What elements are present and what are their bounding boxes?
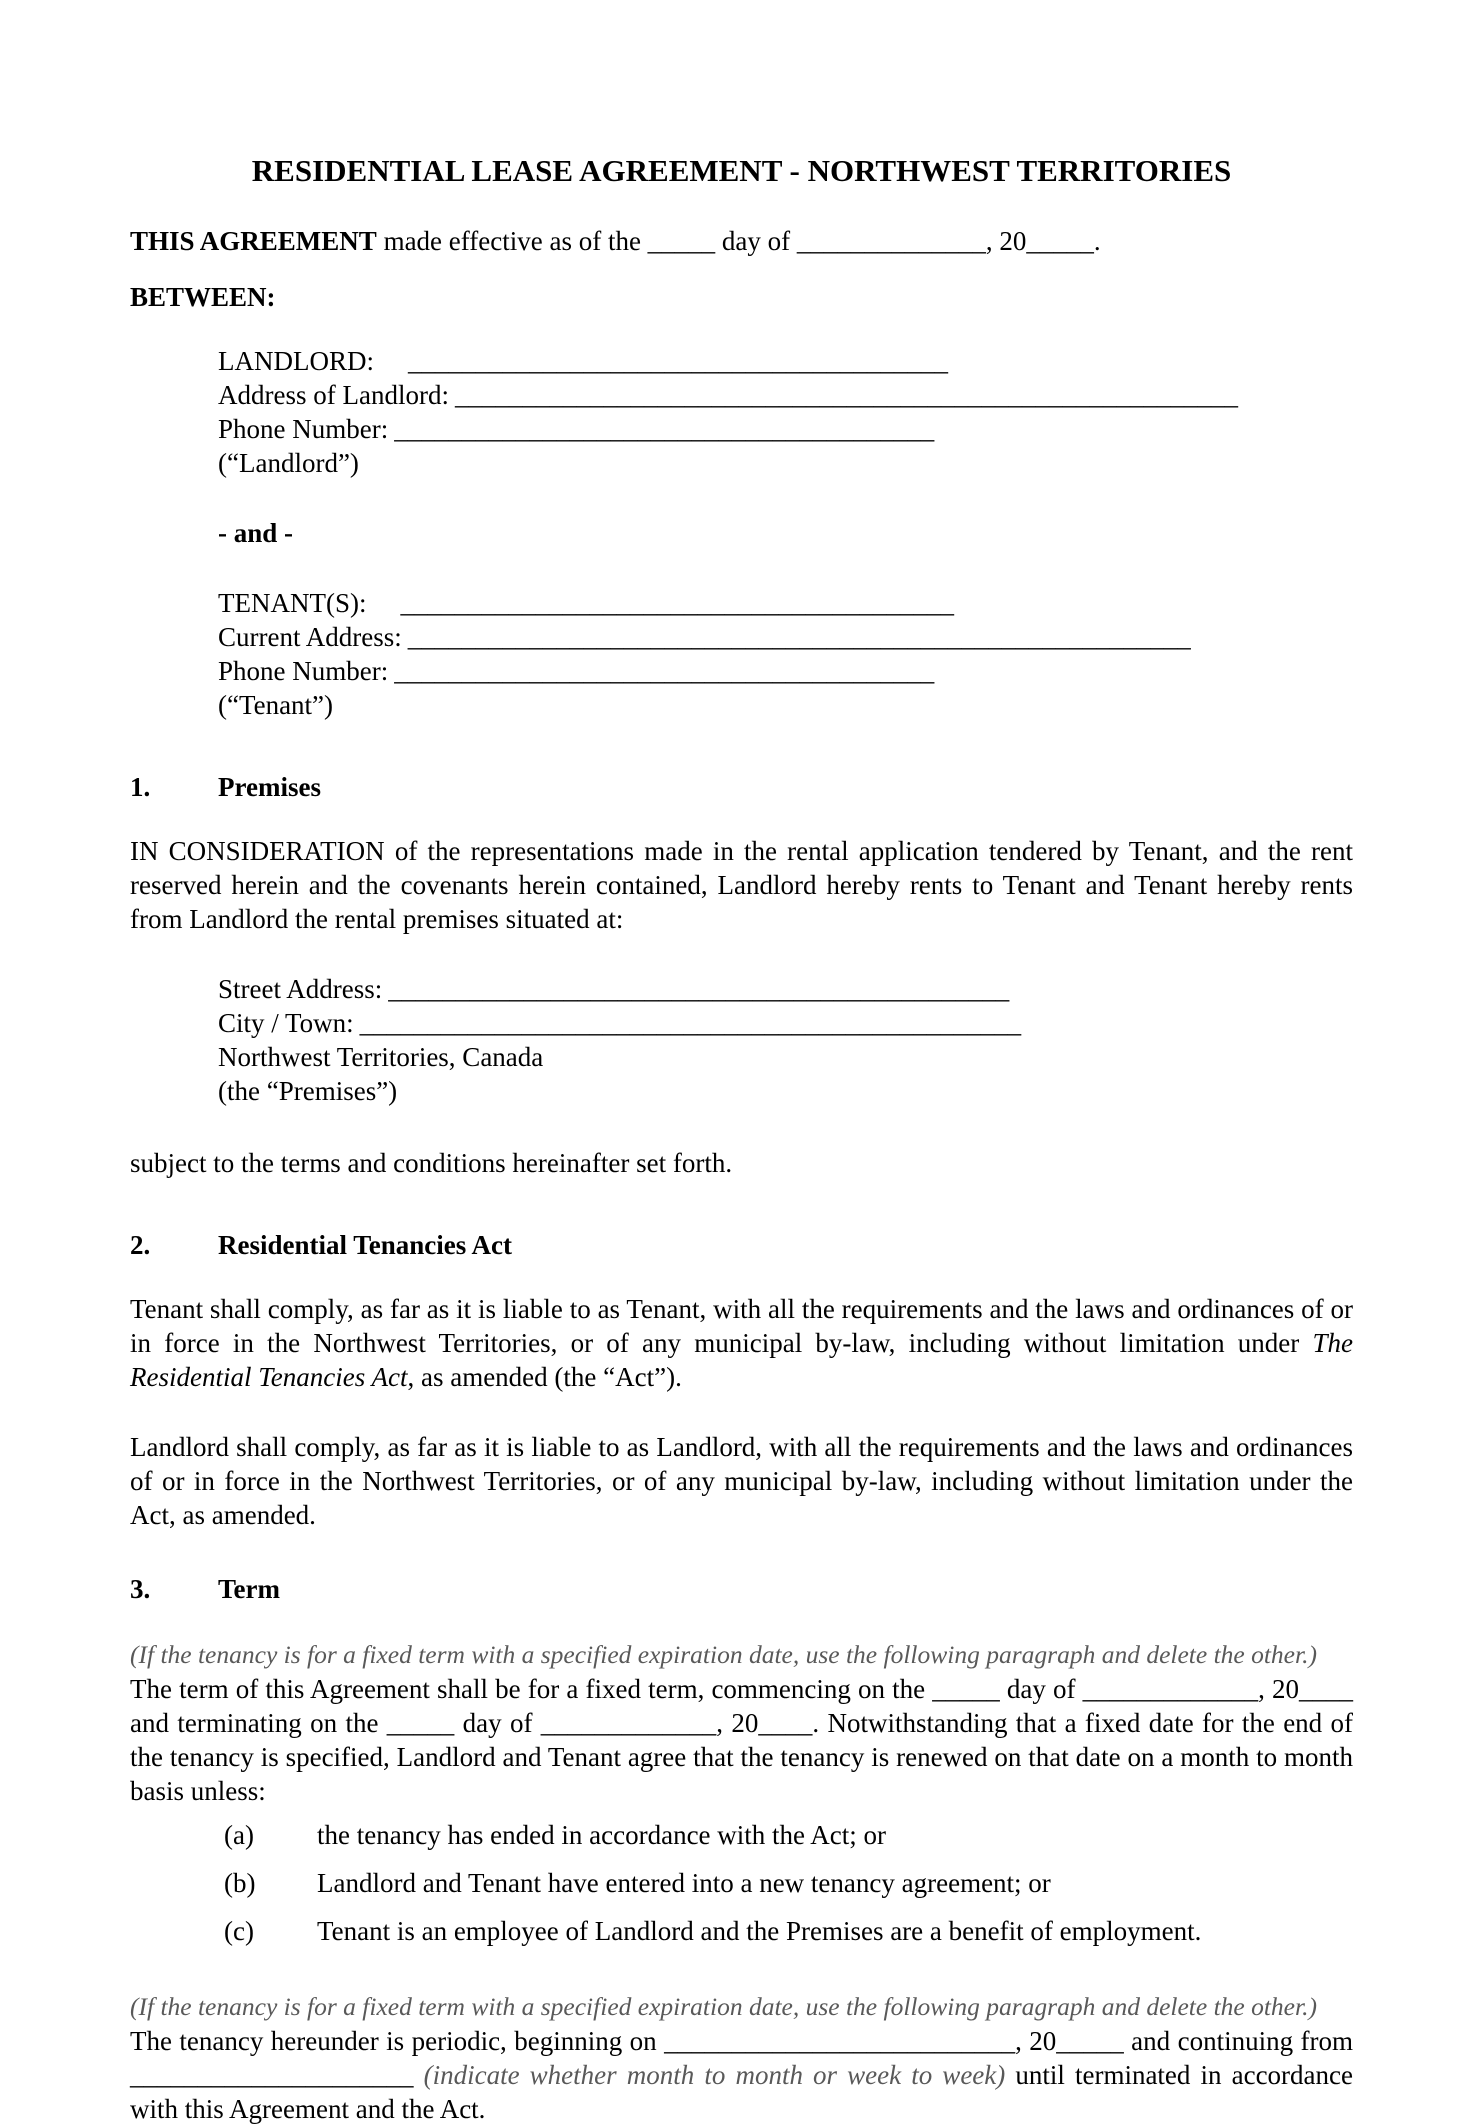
periodic-italic-hint: (indicate whether month to month or week to week) bbox=[423, 2060, 1006, 2090]
tenant-address-row bbox=[218, 620, 1353, 654]
periodic-term-instruction-note: (If the tenancy is for a fixed term with a specified expiration date, use the following paragraph and delete the other.) bbox=[130, 1992, 1317, 2021]
landlord-name-row bbox=[218, 344, 1353, 378]
landlord-name-blank: ________________________________________ bbox=[408, 346, 948, 376]
tenant-name-label: TENANT(S): bbox=[218, 588, 367, 618]
section-3-title: Term bbox=[218, 1574, 280, 1604]
list-item-b-text: Landlord and Tenant have entered into a new tenancy agreement; or bbox=[317, 1868, 1051, 1898]
city-town-blank: _________________________________________________ bbox=[359, 1008, 1022, 1038]
tenant-comply-text-2: , as amended (the “Act”). bbox=[407, 1362, 682, 1392]
section-2-title: Residential Tenancies Act bbox=[218, 1230, 513, 1260]
street-address-label: Street Address: bbox=[218, 974, 383, 1004]
section-3-heading bbox=[130, 1572, 1353, 1606]
city-town-label: City / Town: bbox=[218, 1008, 354, 1038]
city-town-row bbox=[218, 1006, 1353, 1040]
list-item-c-text: Tenant is an employee of Landlord and the Premises are a benefit of employment. bbox=[317, 1916, 1202, 1946]
tenant-alias: (“Tenant”) bbox=[218, 690, 334, 720]
tenant-block bbox=[218, 586, 1353, 722]
landlord-comply-paragraph: Landlord shall comply, as far as it is liable to as Landlord, with all the requirements and the laws and ordinances of or in force in the Northwest Territories, or of any municipal by-law, including without limitation under the Act, as amended. bbox=[130, 1432, 1353, 1530]
landlord-block bbox=[218, 344, 1353, 480]
periodic-text-2: until terminated in accordance with this Agreement and the Act. bbox=[130, 2060, 1354, 2124]
effective-date-line bbox=[130, 224, 1353, 258]
document-title: RESIDENTIAL LEASE AGREEMENT - NORTHWEST TERRITORIES bbox=[251, 153, 1232, 188]
list-item-a-text: the tenancy has ended in accordance with the Act; or bbox=[317, 1820, 887, 1850]
landlord-name-label: LANDLORD: bbox=[218, 346, 374, 376]
tenant-address-label: Current Address: bbox=[218, 622, 402, 652]
tenant-address-blank: __________________________________________________________ bbox=[407, 622, 1191, 652]
effective-date-text: made effective as of the _____ day of ______________, 20_____. bbox=[376, 226, 1101, 256]
tenant-phone-label: Phone Number: bbox=[218, 656, 389, 686]
tenant-name-blank: _________________________________________ bbox=[400, 588, 954, 618]
periodic-tenancy-paragraph bbox=[130, 2024, 1353, 2126]
tenant-comply-paragraph bbox=[130, 1292, 1353, 1394]
fixed-term-paragraph: The term of this Agreement shall be for a fixed term, commencing on the _____ day of _____________, 20____ and terminating on the _____ day of _____________, 20____. Notwithstanding that a fixed date for the end of the tenancy is specified, Landlord and Tenant agree that the tenancy is renewed on that date on a month to month basis unless: bbox=[130, 1674, 1353, 1806]
fixed-term-instruction-note: (If the tenancy is for a fixed term with a specified expiration date, use the following paragraph and delete the other.) bbox=[130, 1640, 1317, 1669]
list-item bbox=[224, 1914, 1353, 1948]
between-label: BETWEEN: bbox=[130, 282, 276, 312]
tenancies-act-italic: The Residential Tenancies Act bbox=[130, 1328, 1353, 1392]
section-1-heading bbox=[130, 770, 1353, 804]
section-3-number: 3. bbox=[130, 1574, 151, 1604]
list-item-a-marker: (a) bbox=[224, 1820, 254, 1850]
landlord-alias: (“Landlord”) bbox=[218, 448, 359, 478]
landlord-phone-row bbox=[218, 412, 1353, 446]
list-item-b-marker: (b) bbox=[224, 1868, 256, 1898]
premises-alias: (the “Premises”) bbox=[218, 1076, 398, 1106]
section-1-title: Premises bbox=[218, 772, 321, 802]
periodic-text-1: The tenancy hereunder is periodic, beginning on __________________________, 20_____ and continuing from _____________________ bbox=[130, 2026, 1353, 2090]
tenant-phone-row bbox=[218, 654, 1353, 688]
landlord-address-label: Address of Landlord: bbox=[218, 380, 449, 410]
consideration-paragraph: IN CONSIDERATION of the representations made in the rental application tendered by Tenant, and the rent reserved herein and the covenants herein contained, Landlord hereby rents to Tenant and Tenant hereby rents from Landlord the rental premises situated at: bbox=[130, 836, 1353, 934]
agreement-lead-in: THIS AGREEMENT bbox=[130, 226, 377, 256]
list-item-c-marker: (c) bbox=[224, 1916, 254, 1946]
section-2-number: 2. bbox=[130, 1230, 151, 1260]
section-2-heading bbox=[130, 1228, 1353, 1262]
tenant-name-row bbox=[218, 586, 1353, 620]
premises-address-block bbox=[218, 972, 1353, 1108]
landlord-address-blank: __________________________________________________________ bbox=[454, 380, 1238, 410]
and-separator: - and - bbox=[218, 518, 294, 548]
section-1-number: 1. bbox=[130, 772, 151, 802]
tenant-phone-blank: ________________________________________ bbox=[394, 656, 935, 686]
street-address-blank: ______________________________________________ bbox=[388, 974, 1010, 1004]
region-line: Northwest Territories, Canada bbox=[218, 1042, 544, 1072]
landlord-address-row bbox=[218, 378, 1353, 412]
landlord-phone-blank: ________________________________________ bbox=[394, 414, 935, 444]
list-item bbox=[224, 1866, 1353, 1900]
subject-to-terms-line: subject to the terms and conditions hereinafter set forth. bbox=[130, 1148, 733, 1178]
list-item bbox=[224, 1818, 1353, 1852]
term-conditions-list bbox=[130, 1818, 1353, 1948]
tenant-comply-text-1: Tenant shall comply, as far as it is liable to as Tenant, with all the requirements and the laws and ordinances of or in force in the Northwest Territories, or of any municipal by-law, including without limitation under bbox=[130, 1294, 1353, 1358]
street-address-row bbox=[218, 972, 1353, 1006]
landlord-phone-label: Phone Number: bbox=[218, 414, 389, 444]
